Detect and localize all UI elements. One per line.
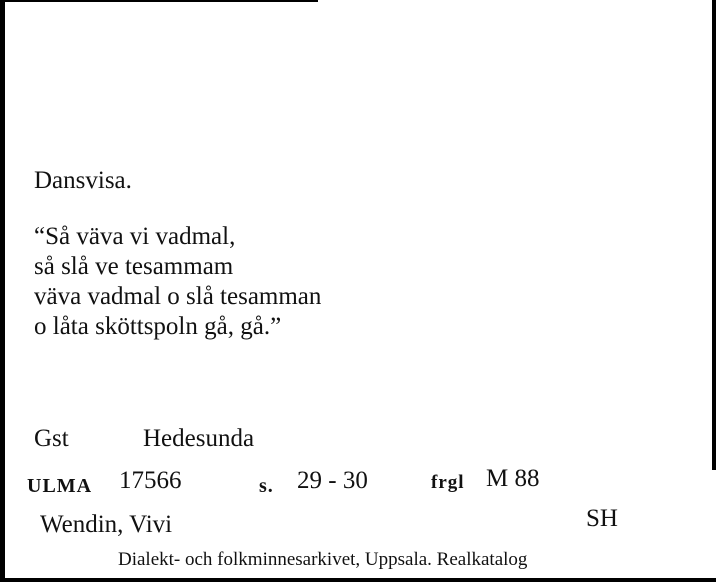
- pages-value: 29 - 30: [297, 467, 368, 494]
- card-left-edge: [0, 0, 5, 582]
- pages-label: s.: [259, 475, 274, 497]
- card-bottom-edge: [0, 578, 716, 582]
- verse-line: o låta sköttspoln gå, gå.”: [34, 313, 282, 340]
- verse-line: “Så väva vi vadmal,: [34, 223, 236, 250]
- verse-text: [34, 222, 321, 342]
- card-right-edge: [712, 0, 716, 470]
- frgl-value: M 88: [486, 465, 540, 492]
- verse-line: så slå ve tesammam: [34, 253, 234, 280]
- archive-footer: Dialekt- och folkminnesarkivet, Uppsala. Realkatalog: [118, 549, 528, 570]
- verse-line: väva vadmal o slå tesamman: [34, 283, 322, 310]
- record-number: 17566: [119, 467, 182, 494]
- card-title: Dansvisa.: [34, 167, 132, 194]
- place-code: Gst: [34, 425, 69, 452]
- archive-label: ULMA: [27, 475, 93, 497]
- frgl-label: frgl: [431, 472, 465, 493]
- place-name: Hedesunda: [143, 425, 255, 452]
- informant-name: Wendin, Vivi: [40, 511, 173, 538]
- card-top-edge: [0, 0, 318, 2]
- recorder-initials: SH: [586, 505, 618, 532]
